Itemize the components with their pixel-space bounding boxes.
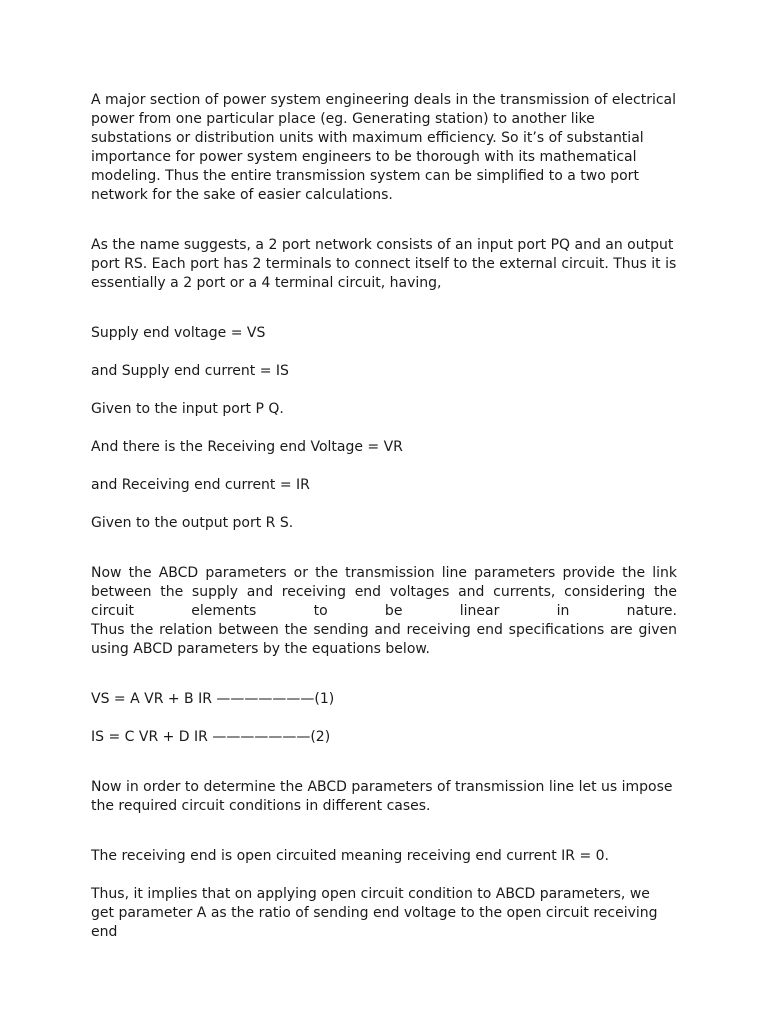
paragraph-open-circuit: The receiving end is open circuited meaning receiving end current IR = 0.	[91, 848, 609, 864]
paragraph-abcd-relation: Thus the relation between the sending and receiving end specifications are given using ABCD parameters by the equations below.	[91, 622, 677, 657]
paragraph-intro: A major section of power system engineering deals in the transmission of electrical power from one particular place (eg. Generating station) to another like substations or distribution units with maximum efficiency. So it’s of substantial importance for power system engineers to be thorough with its mathematical modeling. Thus the entire transmission system can be simplified to a two port network for the sake of easier calculations.	[91, 92, 677, 203]
receiving-voltage-line: And there is the Receiving end Voltage = VR	[91, 439, 403, 455]
output-port-line: Given to the output port R S.	[91, 515, 294, 531]
equation-2: IS = C VR + D IR ———————(2)	[91, 729, 331, 745]
receiving-current-line: and Receiving end current = IR	[91, 477, 310, 493]
supply-current-line: and Supply end current = IS	[91, 363, 289, 379]
supply-voltage-line: Supply end voltage = VS	[91, 325, 266, 341]
equation-1: VS = A VR + B IR ———————(1)	[91, 691, 335, 707]
paragraph-impose: Now in order to determine the ABCD parameters of transmission line let us impose the required circuit conditions in different cases.	[91, 779, 673, 814]
paragraph-abcd-link: Now the ABCD parameters or the transmission line parameters provide the link between the supply and receiving end voltages and currents, considering the circuit elements to be linear in nature.	[91, 565, 677, 619]
paragraph-parameter-a: Thus, it implies that on applying open circuit condition to ABCD parameters, we get parameter A as the ratio of sending end voltage to the open circuit receiving end	[91, 886, 658, 940]
document-page	[91, 91, 677, 942]
input-port-line: Given to the input port P Q.	[91, 401, 284, 417]
paragraph-ports: As the name suggests, a 2 port network consists of an input port PQ and an output port RS. Each port has 2 terminals to connect itself to the external circuit. Thus it is essentially a 2 port or a 4 terminal circuit, having,	[91, 237, 677, 291]
